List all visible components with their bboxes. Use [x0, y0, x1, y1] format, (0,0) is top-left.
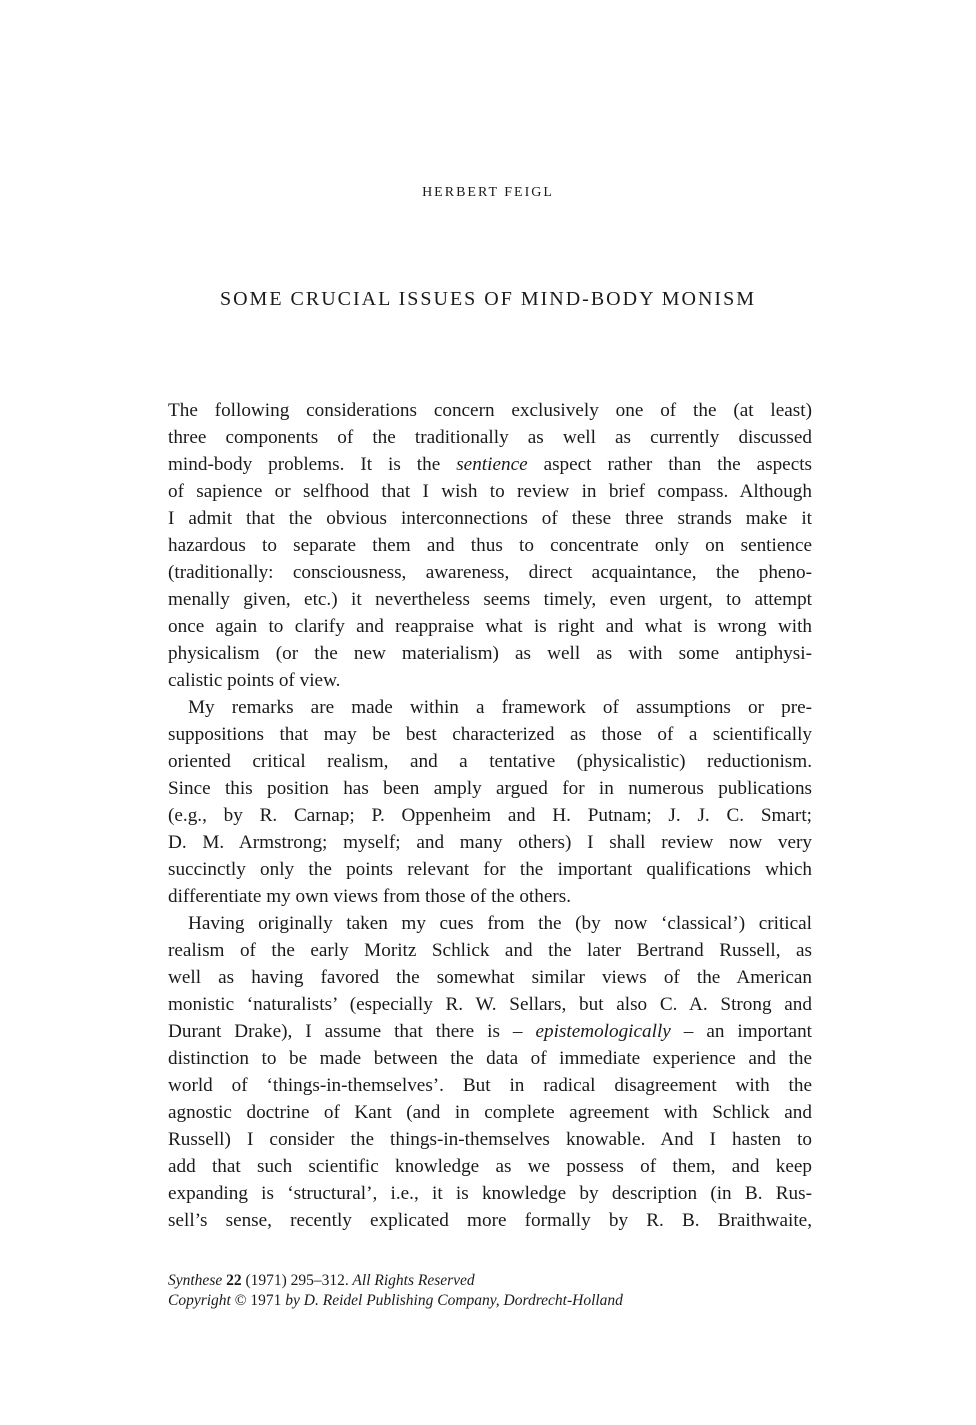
text-line: succinctly only the points relevant for the important qualifications which [168, 859, 812, 880]
journal-volume: 22 [226, 1272, 242, 1289]
paragraph [168, 694, 812, 910]
text-line: D. M. Armstrong; myself; and many others) I shall review now very [168, 832, 812, 853]
text-line: distinction to be made between the data of immediate experience and the [168, 1048, 812, 1069]
text-line: once again to clarify and reappraise what is right and what is wrong with [168, 616, 812, 637]
text-line: (traditionally: consciousness, awareness, direct acquaintance, the pheno- [168, 562, 812, 583]
text-line: monistic ‘naturalists’ (especially R. W. Sellars, but also C. A. Strong and [168, 994, 812, 1015]
paragraph [168, 397, 812, 694]
paragraph [168, 910, 812, 1234]
copyright-label: Copyright [168, 1292, 231, 1309]
text-line: expanding is ‘structural’, i.e., it is knowledge by description (in B. Rus- [168, 1183, 812, 1204]
text-line: Since this position has been amply argued for in numerous publications [168, 778, 812, 799]
emphasized-text: sentience [456, 454, 528, 475]
text-line: sell’s sense, recently explicated more formally by R. B. Braithwaite, [168, 1210, 812, 1231]
text-line: menally given, etc.) it nevertheless seems timely, even urgent, to attempt [168, 589, 812, 610]
text-line: of sapience or selfhood that I wish to review in brief compass. Although [168, 481, 812, 502]
journal-name: Synthese [168, 1272, 223, 1289]
emphasized-text: epistemologically [535, 1021, 671, 1042]
footer-line-copyright [168, 1291, 812, 1311]
text-line: suppositions that may be best characterized as those of a scientifically [168, 724, 812, 745]
author-name: HERBERT FEIGL [422, 185, 554, 200]
journal-year-pages: (1971) 295–312. [245, 1272, 349, 1289]
text-line: My remarks are made within a framework of assumptions or pre- [188, 697, 812, 718]
text-line: I admit that the obvious interconnections of these three strands make it [168, 508, 812, 529]
article-body [168, 397, 812, 1234]
text-line: Durant Drake), I assume that there is – epistemologically – an important [168, 1021, 812, 1042]
text-line: world of ‘things-in-themselves’. But in radical disagreement with the [168, 1075, 812, 1096]
text-line: calistic points of view. [168, 670, 341, 691]
text-line: differentiate my own views from those of the others. [168, 886, 572, 907]
text-line: oriented critical realism, and a tentative (physicalistic) reductionism. [168, 751, 812, 772]
text-line: well as having favored the somewhat similar views of the American [168, 967, 812, 988]
text-line: Having originally taken my cues from the (by now ‘classical’) critical [188, 913, 812, 934]
text-line: Russell) I consider the things-in-themselves knowable. And I hasten to [168, 1129, 812, 1150]
rights-notice: All Rights Reserved [352, 1272, 475, 1289]
text-line: add that such scientific knowledge as we possess of them, and keep [168, 1156, 812, 1177]
publisher: by D. Reidel Publishing Company, Dordrecht-Holland [285, 1292, 623, 1309]
text-line: physicalism (or the new materialism) as well as with some antiphysi- [168, 643, 812, 664]
text-line: (e.g., by R. Carnap; P. Oppenheim and H. Putnam; J. J. C. Smart; [168, 805, 812, 826]
text-line: three components of the traditionally as well as currently discussed [168, 427, 812, 448]
text-line: hazardous to separate them and thus to concentrate only on sentience [168, 535, 812, 556]
text-line: The following considerations concern exclusively one of the (at least) [168, 400, 812, 421]
article-title: SOME CRUCIAL ISSUES OF MIND-BODY MONISM [219, 288, 757, 310]
text-line: agnostic doctrine of Kant (and in complete agreement with Schlick and [168, 1102, 812, 1123]
footer-line-journal [168, 1271, 812, 1291]
text-line: mind-body problems. It is the sentience aspect rather than the aspects [168, 454, 813, 475]
footer-citation [168, 1271, 812, 1311]
text-line: realism of the early Moritz Schlick and the later Bertrand Russell, as [168, 940, 812, 961]
copyright-year: © 1971 [234, 1292, 282, 1309]
